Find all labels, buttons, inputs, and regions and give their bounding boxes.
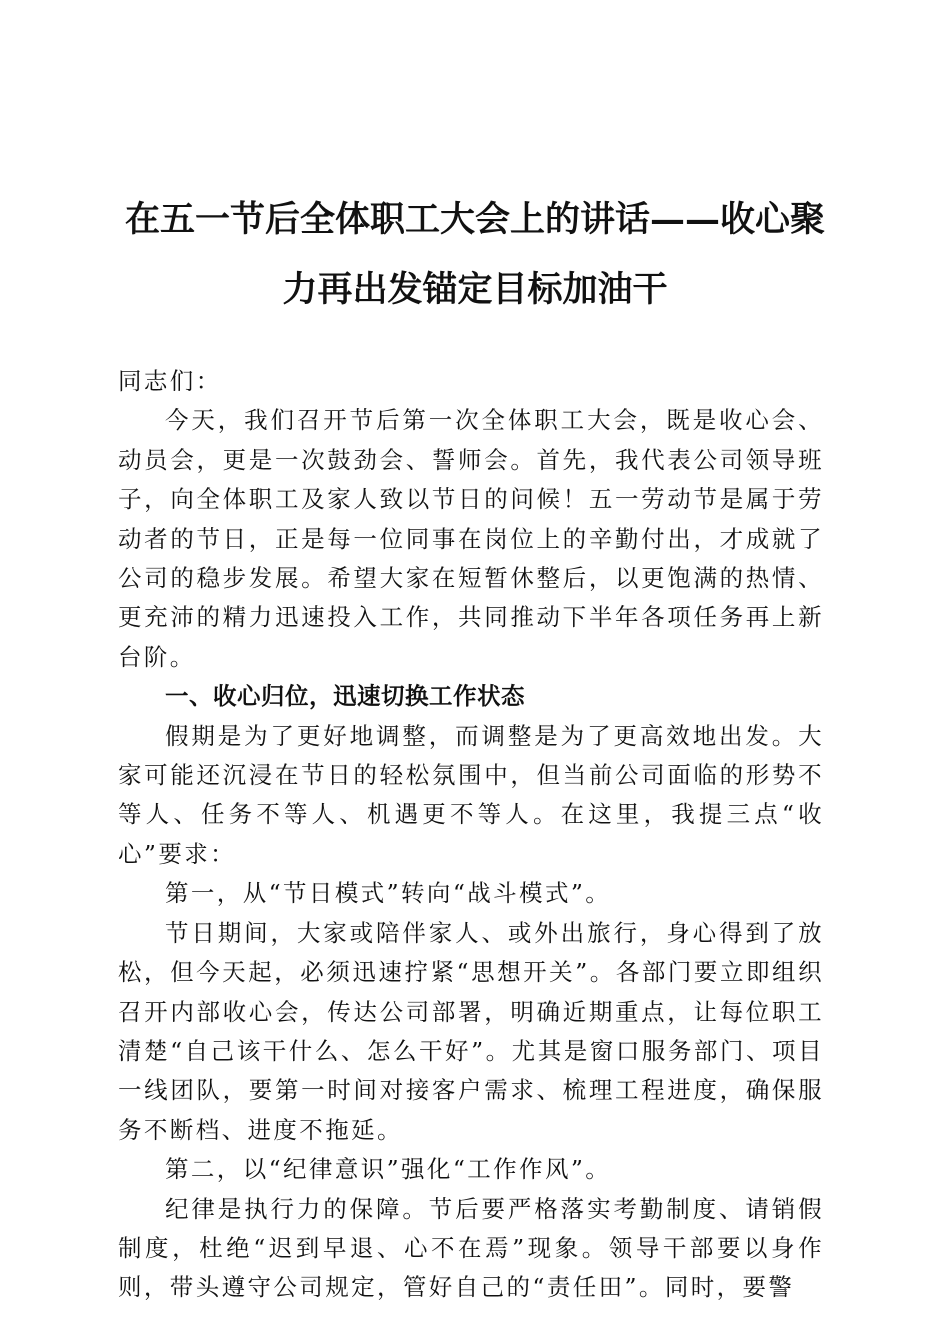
point-heading-2: 第二，以“纪律意识”强化“工作作风”。 [165, 1155, 612, 1184]
document-title-line-1: 在五一节后全体职工大会上的讲话——收心聚 [124, 199, 825, 240]
paragraph-section-intro: 假期是为了更好地调整，而调整是为了更高效地出发。大家可能还沉浸在节日的轻松氛围中，但当前公司面临的形势不等人、任务不等人、机遇更不等人。在这里，我提三点“收心”要求： [118, 721, 824, 868]
paragraph-point-2: 纪律是执行力的保障。节后要严格落实考勤制度、请销假制度，杜绝“迟到早退、心不在焉”现象。领导干部要以身作则，带头遵守公司规定，管好自己的“责任田”。同时，要警 [118, 1194, 824, 1302]
section-heading-1: 一、收心归位，迅速切换工作状态 [165, 682, 525, 711]
salutation: 同志们： [118, 367, 222, 395]
document-title-line-2: 力再出发锚定目标加油干 [282, 269, 668, 310]
paragraph-opening: 今天，我们召开节后第一次全体职工大会，既是收心会、动员会，更是一次鼓劲会、誓师会。首先，我代表公司领导班子，向全体职工及家人致以节日的问候！五一劳动节是属于劳动者的节日，正是每一位同事在岗位上的辛勤付出，才成就了公司的稳步发展。希望大家在短暂休整后，以更饱满的热情、更充沛的精力迅速投入工作，共同推动下半年各项任务再上新台阶。 [118, 406, 824, 671]
paragraph-point-1: 节日期间，大家或陪伴家人、或外出旅行，身心得到了放松，但今天起，必须迅速拧紧“思想开关”。各部门要立即组织召开内部收心会，传达公司部署，明确近期重点，让每位职工清楚“自己该干什么、怎么干好”。尤其是窗口服务部门、项目一线团队，要第一时间对接客户需求、梳理工程进度，确保服务不断档、进度不拖延。 [118, 918, 824, 1144]
point-heading-1: 第一，从“节日模式”转向“战斗模式”。 [165, 879, 612, 908]
document-body [118, 362, 824, 1308]
